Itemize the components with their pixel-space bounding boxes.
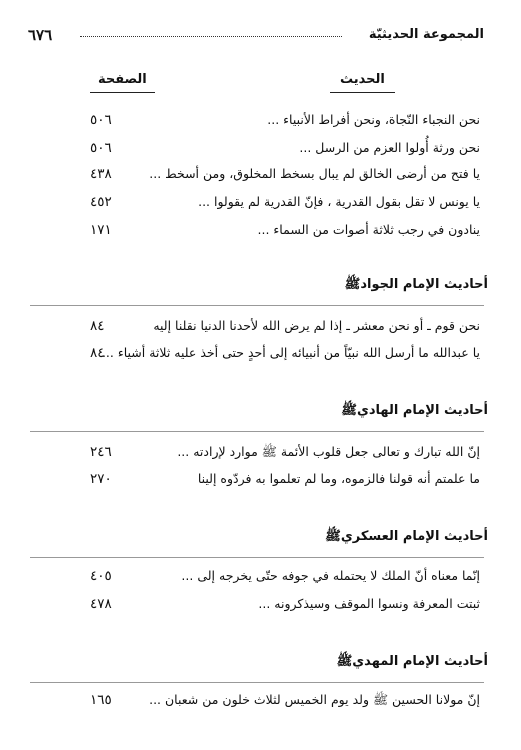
page-ref: ٤٣٨ bbox=[90, 166, 112, 182]
index-entry bbox=[30, 112, 480, 134]
section-title-mahdi: أحاديث الإمام المهديﷺ bbox=[336, 654, 488, 669]
page-ref: ٤٧٨ bbox=[90, 596, 112, 612]
column-header-hadith: الحديث bbox=[340, 72, 385, 87]
index-entry bbox=[30, 194, 480, 216]
index-entry bbox=[30, 222, 480, 244]
hadith-text: ما علمتم أنه قولنا فالزموه، وما لم تعلموا به فردّوه إلينا bbox=[197, 471, 480, 486]
page-ref: ٨٤ bbox=[90, 318, 105, 334]
page-ref: ٥٠٦ bbox=[90, 140, 112, 156]
section-rule bbox=[30, 305, 484, 306]
hadith-text: نحن قوم ـ أو نحن معشر ـ إذا لم يرض الله لأحدنا الدنيا نقلنا إليه bbox=[153, 318, 480, 333]
hadith-text: إنّما معناه أنّ الملك لا يحتمله في جوفه حتّى يخرجه إلى ... bbox=[181, 568, 480, 583]
index-entry bbox=[30, 471, 480, 493]
page-ref: ٢٧٠ bbox=[90, 471, 112, 487]
index-entry bbox=[30, 692, 480, 714]
index-entry bbox=[30, 596, 480, 618]
section-rule bbox=[30, 682, 484, 683]
hadith-text: يا عبدالله ما أرسل الله نبيّاً من أنبيائه إلى أحدٍ حتى أخذ عليه ثلاثة أشياء ... bbox=[101, 345, 480, 360]
hadith-text: إنّ مولانا الحسين ﷺ ولد يوم الخميس لثلاث خلون من شعبان ... bbox=[149, 692, 480, 707]
hadith-text: يا يونس لا تقل بقول القدرية ، فإنّ القدرية لم يقولوا ... bbox=[198, 194, 480, 209]
page-ref: ٨٤ bbox=[90, 345, 105, 361]
page-ref: ٤٥٢ bbox=[90, 194, 112, 210]
section-title-jawad: أحاديث الإمام الجوادﷺ bbox=[344, 277, 488, 292]
section-title-askari: أحاديث الإمام العسكريﷺ bbox=[325, 529, 488, 544]
page-ref: ١٦٥ bbox=[90, 692, 112, 708]
hadith-text: إنّ الله تبارك و تعالى جعل قلوب الأئمة ﷺ موارد لإرادته ... bbox=[177, 444, 480, 459]
page-ref: ١٧١ bbox=[90, 222, 112, 238]
page-ref: ٢٤٦ bbox=[90, 444, 112, 460]
page-number: ٦٧٦ bbox=[28, 26, 53, 44]
header-dotted-leader bbox=[80, 36, 342, 37]
page-ref: ٥٠٦ bbox=[90, 112, 112, 128]
index-entry bbox=[30, 318, 480, 340]
index-entry bbox=[30, 140, 480, 162]
column-header-page: الصفحة bbox=[98, 72, 147, 87]
section-rule bbox=[30, 431, 484, 432]
hadith-text: ثبتت المعرفة ونسوا الموقف وسيذكرونه ... bbox=[258, 596, 480, 611]
index-entry bbox=[30, 166, 480, 188]
hadith-text: يا فتح من أرضى الخالق لم يبال بسخط المخلوق، ومن أسخط ... bbox=[149, 166, 480, 181]
index-entry bbox=[30, 568, 480, 590]
index-entry bbox=[30, 444, 480, 466]
hadith-text: نحن ورثة أُولوا العزم من الرسل ... bbox=[299, 140, 480, 155]
section-title-hadi: أحاديث الإمام الهاديﷺ bbox=[341, 403, 488, 418]
page-ref: ٤٠٥ bbox=[90, 568, 112, 584]
running-header bbox=[28, 26, 484, 46]
hadith-text: ينادون في رجب ثلاثة أصوات من السماء ... bbox=[257, 222, 480, 237]
index-entry bbox=[30, 345, 480, 367]
hadith-text: نحن النجباء النّجاة، ونحن أفراط الأنبياء ... bbox=[267, 112, 480, 127]
running-title: المجموعة الحديثيّة bbox=[368, 27, 484, 42]
section-rule bbox=[30, 557, 484, 558]
